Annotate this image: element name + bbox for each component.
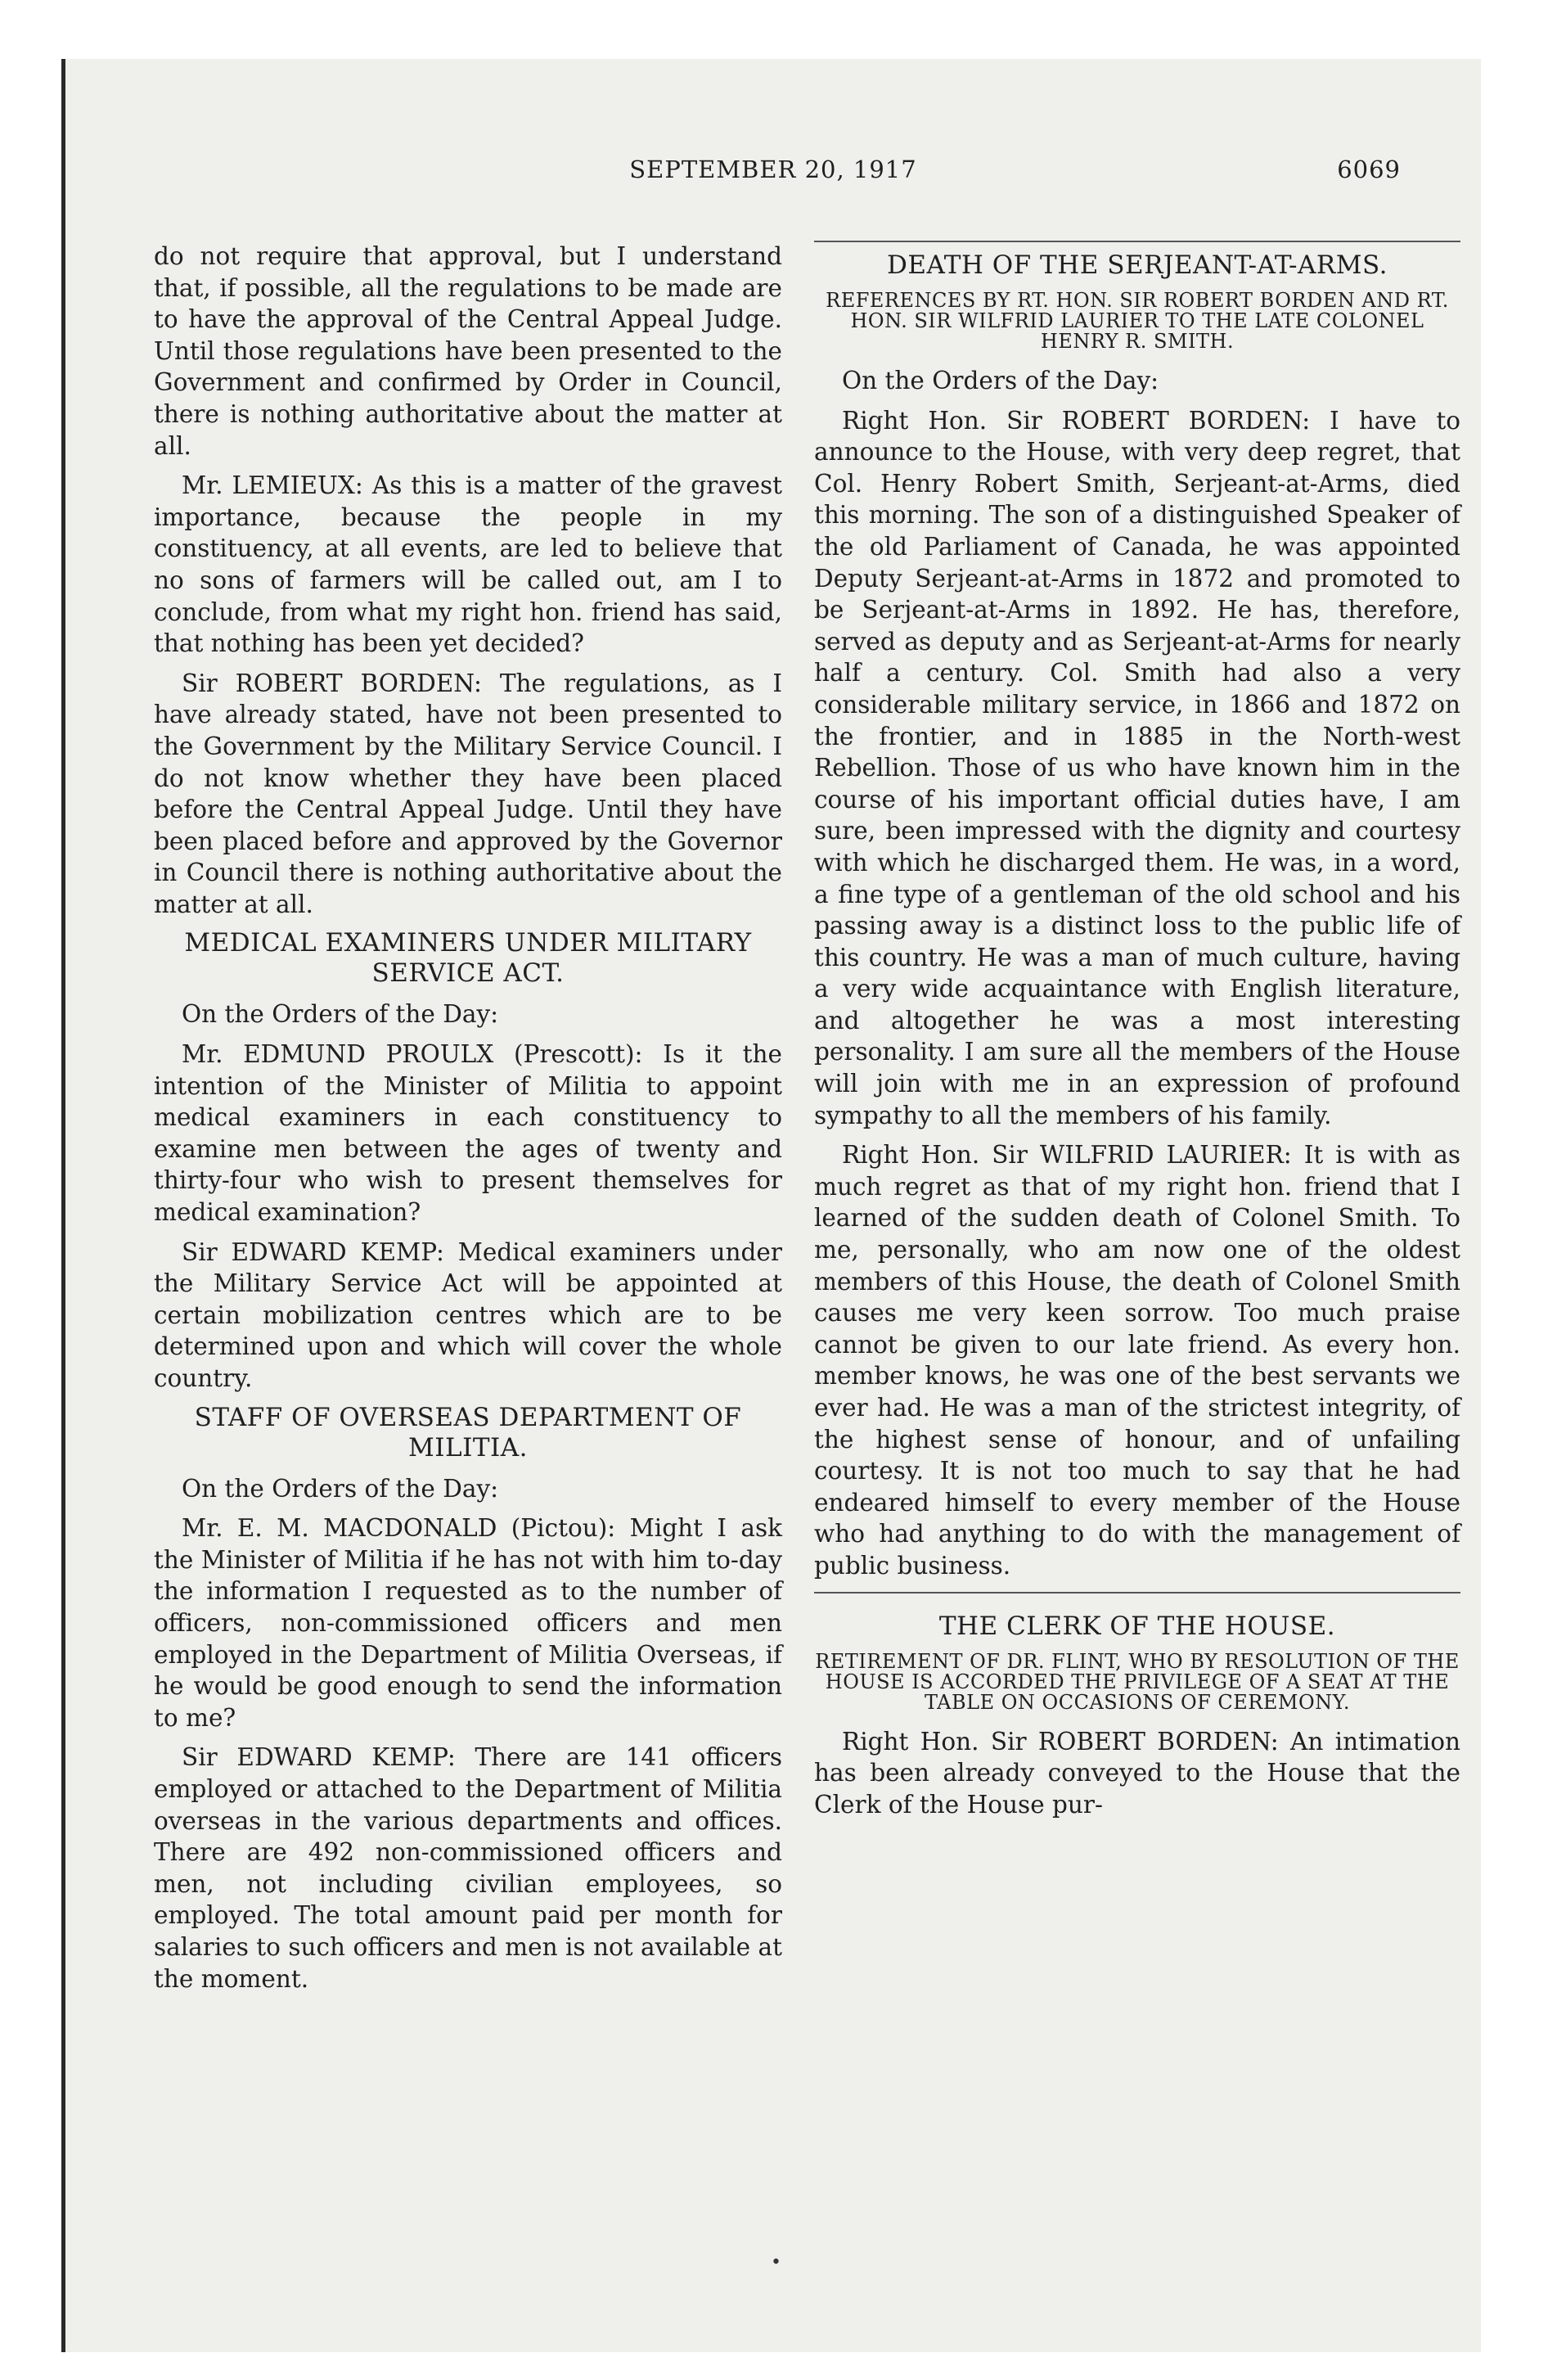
paragraph-borden-tribute: Right Hon. Sir ROBERT BORDEN: I have to announce to the House, with very deep regret, that Col. Henry Robert Smith, Serjeant-at-Arms, died this morning. The son of a distinguished Speaker of the old Parliament of Canada, he was appointed Deputy Serjeant-at-Arms in 1872 and promoted to be Serjeant-at-Arms in 1892. He has, therefore, served as deputy and as Serjeant-at-Arms for nearly half a century. Col. Smith had also a very considerable military service, in 1866 and 1872 on the frontier, and in 1885 in the North-west Rebellion. Those of us who have known him in the course of his important official duties have, I am sure, been impressed with the dignity and courtesy with which he discharged them. He was, in a word, a fine type of a gentleman of the old school and his passing away is a distinct loss to the public life of this country. He was a man of much culture, having a very wide acquaintance with English literature, and altogether he was a most interesting personality. I am sure all the members of the House will join with me in an expression of profound sympathy to all the members of his family. (814, 406, 1460, 1129)
subheading-retirement-flint: RETIREMENT OF DR. FLINT, WHO BY RESOLUTION OF THE HOUSE IS ACCORDED THE PRIVILEGE OF A SEAT AT THE TABLE ON OCCASIONS OF CEREMONY. (815, 1649, 1460, 1714)
section-rule (814, 241, 1460, 242)
paragraph-macdonald: Mr. E. M. MACDONALD (Pictou): Might I ask the Minister of Militia if he has not with him to-day the information I requested as to the number of officers, non-commissioned officers and men employed in the Department of Militia Overseas, if he would be good enough to send the information to me? (154, 1514, 782, 1732)
paragraph-lemieux: Mr. LEMIEUX: As this is a matter of the gravest importance, because the people in my constituency, at all events, are led to believe that no sons of farmers will be called out, am I to conclude, from what my right hon. friend has said, that nothing has been yet decided? (154, 471, 782, 658)
subheading-references: REFERENCES BY RT. HON. SIR ROBERT BORDEN AND RT. HON. SIR WILFRID LAURIER TO THE LATE COLONEL HENRY R. SMITH. (826, 289, 1449, 353)
paragraph-continuation: do not require that approval, but I understand that, if possible, all the regulations to be made are to have the approval of the Central Appeal Judge. Until those regulations have been presented to the Government and confirmed by Order in Council, there is nothing authoritative about the matter at all. (154, 242, 782, 460)
heading-death-serjeant: DEATH OF THE SERJEANT-AT-ARMS. (887, 250, 1388, 280)
heading-clerk-of-house: THE CLERK OF THE HOUSE. (938, 1611, 1336, 1641)
paragraph-borden-regulations: Sir ROBERT BORDEN: The regulations, as I have already stated, have not been presented to the Government by the Military Service Council. I do not know whether they have been placed before the Central Appeal Judge. Until they have been placed before and approved by the Governor in Council there is nothing authoritative about the matter at all. (154, 669, 782, 918)
orders-of-the-day: On the Orders of the Day: (842, 367, 1159, 394)
right-column (814, 241, 1460, 1828)
scan-speck: • (771, 2252, 781, 2273)
paragraph-kemp-officers: Sir EDWARD KEMP: There are 141 officers employed or attached to the Department of Militia overseas in the various departments and offices. There are 492 non-commissioned officers and men, not including civilian employees, so employed. The total amount paid per month for salaries to such officers and men is not available at the moment. (154, 1743, 782, 1993)
paragraph-proulx: Mr. EDMUND PROULX (Prescott): Is it the intention of the Minister of Militia to appoint medical examiners in each constituency to examine men between the ages of twenty and thirty-four who wish to present themselves for medical examination? (154, 1040, 782, 1227)
hansard-page (61, 59, 1481, 2352)
paragraph-kemp-medical: Sir EDWARD KEMP: Medical examiners under the Military Service Act will be appointed at certain mobilization centres which are to be determined upon and which will cover the whole country. (154, 1237, 782, 1392)
orders-of-the-day: On the Orders of the Day: (182, 1000, 499, 1029)
left-column (154, 241, 782, 2003)
paragraph-laurier-tribute: Right Hon. Sir WILFRID LAURIER: It is with as much regret as that of my right hon. friend that I learned of the sudden death of Colonel Smith. To me, personally, who am now one of the oldest members of this House, the death of Colonel Smith causes me very keen sorrow. Too much praise cannot be given to our late friend. As every hon. member knows, he was one of the best servants we ever had. He was a man of the strictest integrity, of the highest sense of honour, and of unfailing courtesy. It is not too much to say that he had endeared himself to every member of the House who had anything to do with the management of public business. (814, 1141, 1460, 1580)
paragraph-borden-clerk: Right Hon. Sir ROBERT BORDEN: An intimation has been already conveyed to the House that the Clerk of the House pur- (814, 1727, 1460, 1819)
heading-staff-overseas: STAFF OF OVERSEAS DEPARTMENT OF MILITIA. (194, 1402, 742, 1463)
page-header (65, 156, 1481, 192)
heading-medical-examiners: MEDICAL EXAMINERS UNDER MILITARY SERVICE ACT. (184, 928, 752, 989)
section-rule (814, 1592, 1460, 1593)
header-date: SEPTEMBER 20, 1917 (629, 156, 917, 183)
page-number: 6069 (1337, 156, 1401, 183)
orders-of-the-day: On the Orders of the Day: (182, 1474, 499, 1503)
